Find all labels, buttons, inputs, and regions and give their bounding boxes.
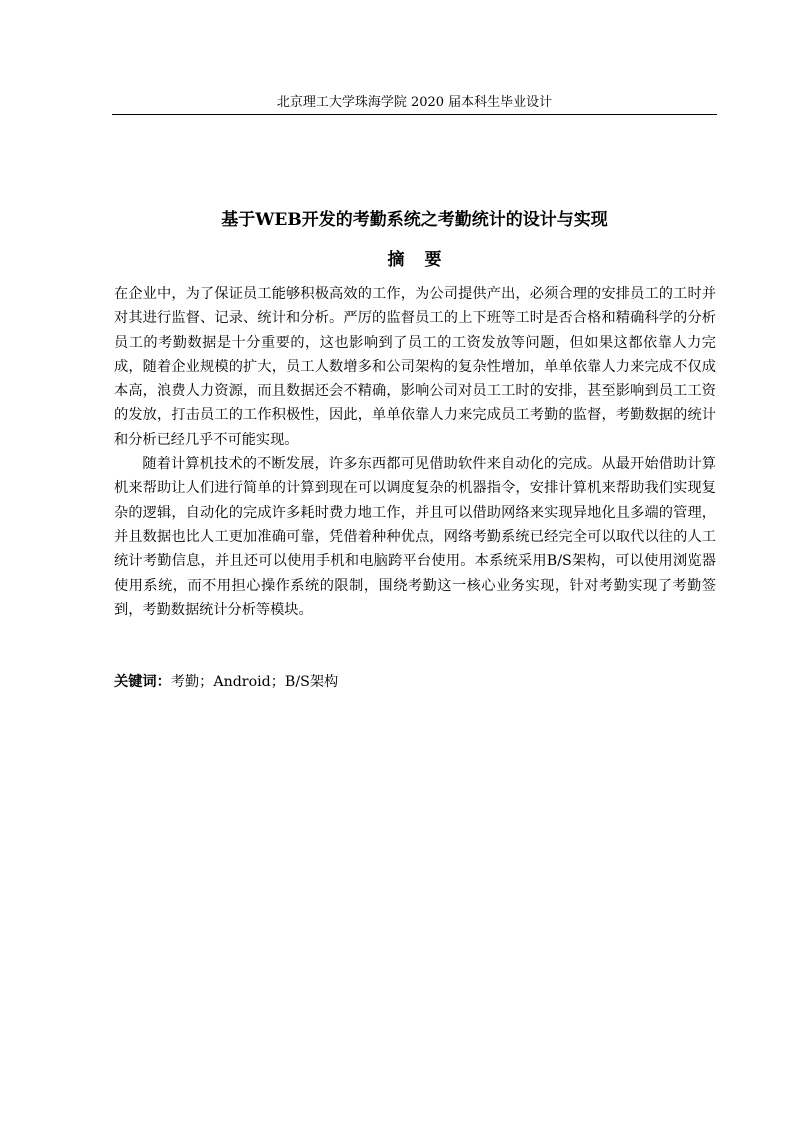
- abstract-body: [114, 282, 716, 622]
- abstract-heading: 摘要: [387, 250, 462, 270]
- header-rule: [112, 114, 717, 115]
- abstract-paragraph-1: 在企业中，为了保证员工能够积极高效的工作，为公司提供产出，必须合理的安排员工的工时并对其进行监督、记录、统计和分析。严厉的监督员工的上下班等工时是否合格和精确科学的分析员工的考勤数据是十分重要的，这也影响到了员工的工资发放等问题，但如果这都依靠人力完成，随着企业规模的扩大，员工人数增多和公司架构的复杂性增加，单单依靠人力来完成不仅成本高，浪费人力资源，而且数据还会不精确，影响公司对员工工时的安排，甚至影响到员工工资的发放，打击员工的工作积极性，因此，单单依靠人力来完成员工考勤的监督，考勤数据的统计和分析已经几乎不可能实现。: [114, 286, 716, 448]
- document-title: 基于WEB开发的考勤系统之考勤统计的设计与实现: [221, 210, 608, 230]
- keywords-label: 关键词：: [114, 674, 171, 690]
- keywords-line: [114, 670, 716, 694]
- keywords-value: 考勤；Android；B/S架构: [170, 674, 339, 690]
- abstract-paragraph-2: 随着计算机技术的不断发展，许多东西都可见借助软件来自动化的完成。从最开始借助计算机来帮助让人们进行简单的计算到现在可以调度复杂的机器指令，安排计算机来帮助我们实现复杂的逻辑，自动化的完成许多耗时费力地工作，并且可以借助网络来实现异地化且多端的管理，并且数据也比人工更加准确可靠，凭借着种种优点，网络考勤系统已经完全可以取代以往的人工统计考勤信息，并且还可以使用手机和电脑跨平台使用。本系统采用B/S架构，可以使用浏览器使用系统，而不用担心操作系统的限制，围绕考勤这一核心业务实现，针对考勤实现了考勤签到，考勤数据统计分析等模块。: [114, 456, 716, 618]
- page-header: 北京理工大学珠海学院 2020 届本科生毕业设计: [276, 95, 553, 110]
